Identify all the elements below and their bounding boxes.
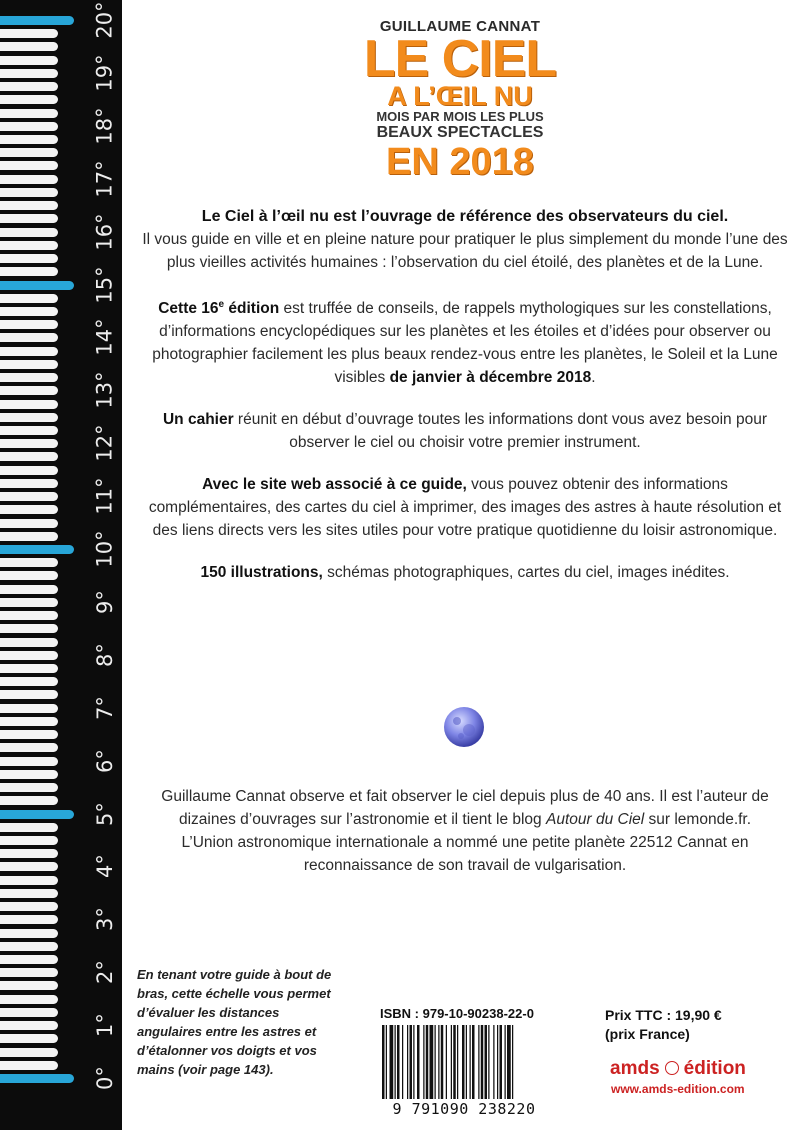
ruler-degree-label: 13°: [93, 371, 118, 409]
ruler-degree-label: 8°: [93, 642, 117, 667]
ruler-tick: [0, 981, 58, 990]
publisher-url: www.amds-edition.com: [611, 1082, 745, 1096]
ruler-degree-label: 3°: [93, 907, 117, 932]
ruler-tick: [0, 95, 58, 104]
ruler-tick: [0, 876, 58, 885]
ruler-degree-label: 14°: [93, 318, 118, 357]
ruler-tick: [0, 492, 58, 501]
ruler-tick: [0, 915, 58, 924]
ruler-tick: [0, 677, 58, 686]
barcode-number: 9 791090 238220: [392, 1100, 536, 1118]
ruler-degree-label: 7°: [93, 695, 117, 720]
bio-line-asteroid: L’Union astronomique internationale a nommé une petite planète 22512 Cannat en reconnaissance de son travail de vulgarisation.: [181, 834, 749, 874]
blog-name: Autour du Ciel: [545, 811, 645, 828]
edition-dates: de janvier à décembre 2018: [389, 369, 592, 387]
intro-paragraph: [140, 205, 790, 274]
ruler-tick: [0, 466, 58, 475]
ruler-tick: [0, 360, 58, 369]
ruler-tick: [0, 571, 58, 580]
ruler-tick: [0, 598, 58, 607]
ruler-tick: [0, 757, 58, 766]
ruler-tick: [0, 161, 58, 170]
cahier-paragraph: [140, 408, 790, 454]
ruler-tick: [0, 1008, 58, 1017]
ruler-tick: [0, 558, 58, 567]
ruler-tick: [0, 201, 58, 210]
cahier-lead: Un cahier: [162, 411, 234, 429]
illustrations-paragraph: [140, 561, 790, 584]
price-region: (prix France): [605, 1026, 690, 1042]
ruler-tick: [0, 82, 58, 91]
ruler-tick: [0, 823, 58, 832]
ruler-tick: [0, 347, 58, 356]
ruler-tick: [0, 175, 58, 184]
angular-scale-ruler: [0, 0, 122, 1130]
ruler-tick: [0, 267, 58, 276]
publisher-logo: amds édition: [610, 1058, 746, 1079]
barcode-icon: [378, 1025, 550, 1103]
ruler-degree-label: 18°: [93, 107, 118, 145]
ruler-degree-label: 5°: [93, 801, 117, 826]
isbn-label: ISBN : 979-10-90238-22-0: [380, 1006, 534, 1021]
book-subtitle: A L’ŒIL NU: [387, 81, 533, 111]
edition-paragraph: Cette 16e édition est truffée de conseils, de rappels mythologiques sur les constellations, d’informations encyclopédiques sur les planètes et les étoiles et d’idées pour observer ou photographier facilement les plus beaux rendez-vous entre les planètes, le Soleil et la Lune visibles de janvier à décembre 2018.: [152, 299, 778, 387]
ruler-tick: [0, 968, 58, 977]
ruler-degree-label: 6°: [93, 748, 117, 773]
ruler-degree-label: 16°: [93, 212, 118, 251]
illustrations-text: schémas photographiques, cartes du ciel, images inédites.: [322, 564, 730, 582]
website-lead: Avec le site web associé à ce guide,: [202, 476, 467, 494]
ruler-degree-label: 19°: [93, 54, 118, 92]
cahier-text: réunit en début d’ouvrage toutes les informations dont vous avez besoin pour observer le ciel ou choisir votre premier instrument.: [233, 411, 767, 452]
bio-line-main: Guillaume Cannat observe et fait observer le ciel depuis plus de 40 ans. Il est l’auteur de dizaines d’ouvrages sur l’astronomie et il tient le blog Autour du Ciel sur lemonde.fr.: [161, 788, 769, 828]
ruler-tick: [0, 228, 58, 237]
ruler-tick: [0, 505, 58, 514]
ruler-tick: [0, 1061, 58, 1070]
ruler-tick: [0, 254, 58, 263]
ruler-tick: [0, 135, 58, 144]
ruler-tick: [0, 690, 58, 699]
ruler-tick: [0, 783, 58, 792]
ruler-tick: [0, 333, 58, 342]
ruler-tick: [0, 849, 58, 858]
ruler-degree-label: 12°: [93, 424, 118, 462]
illustrations-lead: 150 illustrations,: [200, 564, 323, 582]
ruler-tick: [0, 42, 58, 51]
ruler-tick: [0, 122, 58, 131]
ruler-tick: [0, 373, 58, 382]
ruler-major-tick: [0, 281, 74, 290]
ruler-tick: [0, 56, 58, 65]
ruler-degree-label: 4°: [93, 854, 117, 879]
ruler-degree-label: 1°: [93, 1013, 117, 1038]
ruler-tick: [0, 717, 58, 726]
ruler-tick: [0, 214, 58, 223]
website-text: vous pouvez obtenir des informations complémentaires, des cartes du ciel à imprimer, des images des astres à haute résolution et des liens directs vers les sites utiles pour votre pratique quotidienne du loisir astronomique.: [148, 476, 782, 540]
ruler-tick: [0, 479, 58, 488]
ring-icon: [665, 1061, 679, 1075]
ruler-major-tick: [0, 1074, 74, 1083]
ruler-tick: [0, 624, 58, 633]
ruler-tick: [0, 413, 58, 422]
tagline-line-1: MOIS PAR MOIS LES PLUS: [376, 109, 544, 124]
ruler-tick: [0, 704, 58, 713]
intro-text: Il vous guide en ville et en pleine nature pour pratiquer le plus simplement du monde l’une des plus vieilles activités humaines : l’observation du ciel étoilé, des planètes et de la Lune.: [142, 231, 788, 271]
book-title: LE CIEL: [363, 30, 557, 88]
ruler-tick: [0, 452, 58, 461]
ruler-tick: [0, 942, 58, 951]
ruler-degree-label: 11°: [93, 477, 118, 515]
intro-lead: Le Ciel à l’œil nu est l’ouvrage de référence des observateurs du ciel.: [201, 208, 729, 225]
ruler-tick: [0, 439, 58, 448]
moon-icon: [442, 705, 486, 749]
ruler-tick: [0, 730, 58, 739]
ruler-tick: [0, 770, 58, 779]
ruler-tick: [0, 889, 58, 898]
ruler-tick: [0, 955, 58, 964]
ruler-degree-label: 0°: [93, 1066, 117, 1090]
author-name: GUILLAUME CANNAT: [379, 18, 541, 35]
edition-lead: Cette 16e édition: [158, 299, 280, 318]
ruler-tick: [0, 1048, 58, 1057]
cover-header: [360, 10, 560, 182]
scale-note: En tenant votre guide à bout de bras, cette échelle vous permet d’évaluer les distances angulaires entre les astres et d’étalonner vos doigts et vos mains (voir page 143).: [137, 967, 332, 1077]
ruler-tick: [0, 585, 58, 594]
back-cover-text: [140, 205, 790, 603]
ruler-tick: [0, 148, 58, 157]
ruler-tick: [0, 69, 58, 78]
tagline-line-2: BEAUX SPECTACLES: [376, 124, 544, 141]
ruler-tick: [0, 532, 58, 541]
ruler-tick: [0, 386, 58, 395]
ruler-tick: [0, 836, 58, 845]
ruler-degree-label: 2°: [93, 960, 117, 985]
price-line: Prix TTC : 19,90 €: [605, 1007, 722, 1023]
ruler-tick: [0, 929, 58, 938]
ruler-tick: [0, 188, 58, 197]
price-block: [605, 1006, 722, 1044]
ruler-tick: [0, 426, 58, 435]
ruler-tick: [0, 320, 58, 329]
ruler-tick: [0, 29, 58, 38]
ruler-tick: [0, 400, 58, 409]
ruler-tick: [0, 638, 58, 647]
author-bio: [140, 785, 790, 877]
ruler-major-tick: [0, 810, 74, 819]
ruler-tick: [0, 109, 58, 118]
ruler-major-tick: [0, 16, 74, 25]
ruler-degree-label: 10°: [93, 530, 118, 568]
ruler-tick: [0, 307, 58, 316]
ruler-tick: [0, 664, 58, 673]
edition-text: est truffée de conseils, de rappels mythologiques sur les constellations, d’informations encyclopédiques sur les planètes et les étoiles et d’idées pour observer ou photographier facilement les plus beaux rendez-vous entre les planètes, le Soleil et la Lune visibles: [152, 300, 778, 387]
book-year: EN 2018: [386, 141, 534, 183]
ruler-degree-label: 20°: [93, 1, 118, 39]
ruler-tick: [0, 611, 58, 620]
ruler-tick: [0, 995, 58, 1004]
ruler-tick: [0, 743, 58, 752]
ruler-tick: [0, 862, 58, 871]
ruler-tick: [0, 1021, 58, 1030]
ruler-degree-label: 9°: [93, 589, 117, 614]
ruler-major-tick: [0, 545, 74, 554]
ruler-tick: [0, 796, 58, 805]
ruler-tick: [0, 651, 58, 660]
website-paragraph: [140, 473, 790, 542]
ruler-tick: [0, 1034, 58, 1043]
ruler-tick: [0, 519, 58, 528]
ruler-degree-label: 17°: [93, 160, 118, 198]
ruler-tick: [0, 902, 58, 911]
ruler-degree-label: 15°: [93, 265, 118, 304]
ruler-tick: [0, 241, 58, 250]
ruler-tick: [0, 294, 58, 303]
